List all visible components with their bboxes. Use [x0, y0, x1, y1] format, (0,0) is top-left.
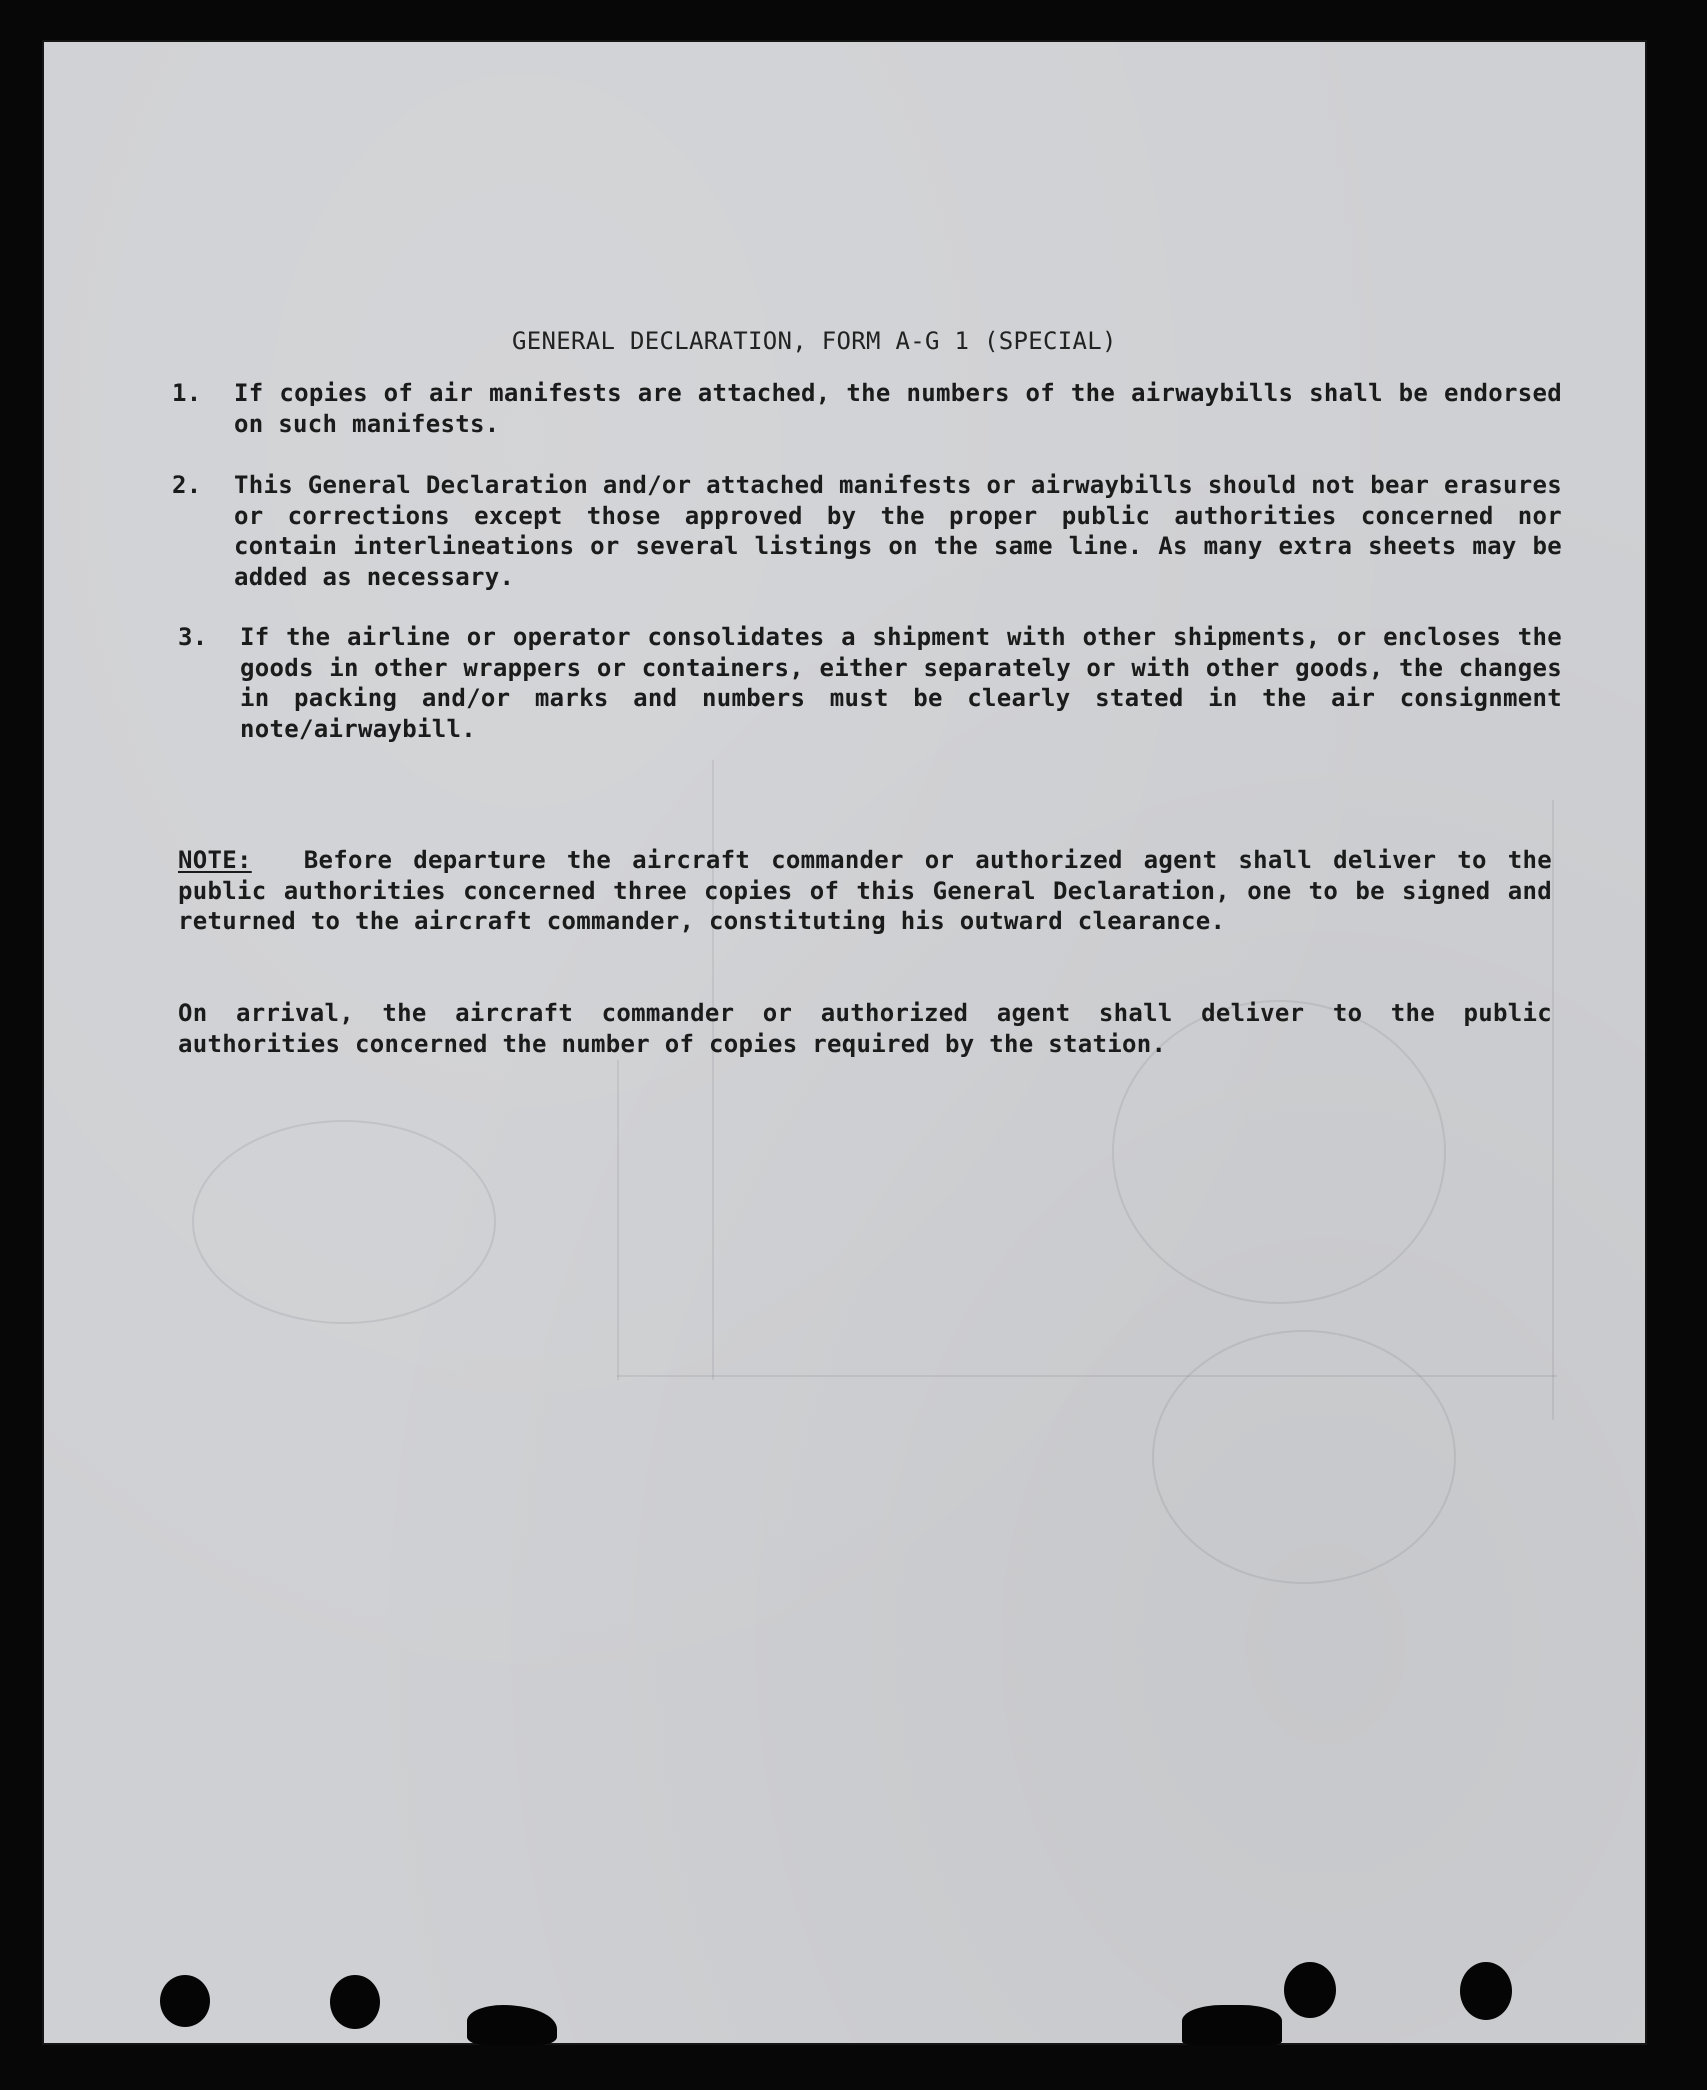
- punch-hole: [160, 1975, 210, 2027]
- arrival-paragraph: On arrival, the aircraft commander or authorized agent shall deliver to the public authorities concerned the number of copies required by the station.: [178, 999, 1552, 1058]
- bleed-through-rule: [1552, 800, 1554, 1420]
- instruction-item-3: [178, 622, 1568, 746]
- document-page: [42, 40, 1647, 2045]
- note-paragraph: [178, 845, 1552, 937]
- instruction-number: 2.: [172, 471, 202, 499]
- instruction-item-1: [172, 378, 1562, 442]
- torn-edge-mark: [467, 2005, 557, 2045]
- bleed-through-rule: [617, 1375, 1557, 1377]
- instruction-number: 1.: [172, 379, 202, 407]
- bleed-through-stamp: [1152, 1330, 1456, 1584]
- note-label: NOTE:: [178, 846, 252, 874]
- bleed-through-stamp: [192, 1120, 496, 1324]
- instruction-text: If copies of air manifests are attached, the numbers of the airwaybills shall be endorsed on such manifests.: [234, 379, 1562, 438]
- bleed-through-rule: [617, 1060, 619, 1380]
- punch-hole: [330, 1975, 380, 2029]
- note-text: Before departure the aircraft commander or authorized agent shall deliver to the public authorities concerned three copies of this General Declaration, one to be signed and returned to the aircraft commander, constituting his outward clearance.: [178, 846, 1552, 935]
- form-title: GENERAL DECLARATION, FORM A-G 1 (SPECIAL): [512, 327, 1117, 355]
- instruction-number: 3.: [178, 623, 208, 651]
- instruction-text: If the airline or operator consolidates a shipment with other shipments, or encloses the goods in other wrappers or containers, either separately or with other goods, the changes in packing and/or marks and numbers must be clearly stated in the air consignment note/airwaybill.: [240, 623, 1562, 743]
- punch-hole: [1284, 1962, 1336, 2018]
- instruction-text: This General Declaration and/or attached manifests or airwaybills should not bear erasures or corrections except those approved by the proper public authorities concerned nor contain interlineations or several listings on the same line. As many extra sheets may be added as necessary.: [234, 471, 1562, 591]
- instruction-item-2: [172, 470, 1562, 594]
- punch-hole: [1460, 1962, 1512, 2020]
- torn-edge-mark: [1182, 2005, 1282, 2045]
